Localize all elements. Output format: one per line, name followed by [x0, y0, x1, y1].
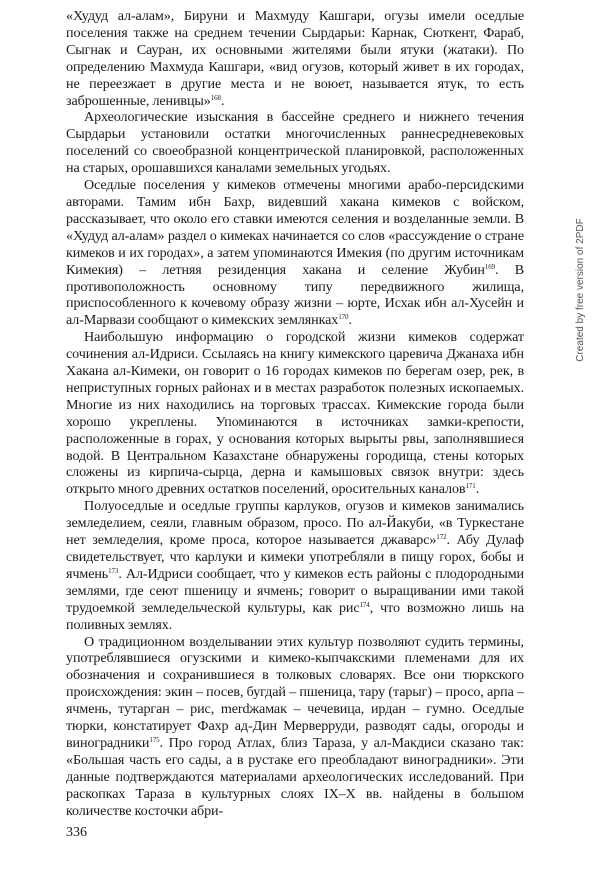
footnote-ref: 171	[465, 482, 476, 491]
text-run: .	[475, 481, 480, 498]
paragraph	[66, 8, 524, 109]
text-column	[66, 8, 524, 820]
text-run: Оседлые поселения у кимеков отмечены многими арабо-персидскими авторами. Тамим ибн Бахр, видевший хакана кимеков с войском, рассказывает, что около его ставки имеются селения и возделанные земли. В «Худуд ал-алам» раздел о кимеках начинается со слов «рассуждение о стране кимеков и их городах», а затем упоминаются Имекия (по другим источникам Кимекия) – летняя резиденция хакана и селение Жубин	[66, 177, 524, 278]
text-run: .	[220, 92, 225, 109]
text-run: Полуоседлые и оседлые группы карлуков, огузов и кимеков занимались земледелием, сеяли, главным образом, просо. По ал-Йакуби, «в Туркестане нет земледелия, кроме проса, которое называется джаварс»	[66, 498, 524, 549]
footnote-ref: 170	[338, 313, 349, 322]
text-run: Археологические изыскания в бассейне среднего и нижнего течения Сырдарьи установили остатки многочисленных раннесредневековых поселений со своеобразной концентрической планировкой, расположенных на старых, орошавшихся каналами земельных угодьях.	[66, 109, 524, 177]
text-run: . Ал-Идриси сообщает, что у кимеков есть районы с плодородными землями, где сеют пшеницу и ячмень; говорит о выращивании ими такой трудоемкой земледельческой культуры, как рис	[66, 565, 524, 616]
footnote-ref: 173	[108, 566, 119, 575]
footnote-ref: 168	[210, 93, 221, 102]
paragraph	[66, 109, 524, 177]
footnote-ref: 175	[149, 735, 160, 744]
paragraph	[66, 498, 524, 633]
watermark	[575, 218, 591, 362]
text-run: «Худуд ал-алам», Бируни и Махмуду Кашгари, огузы имели оседлые поселения также на среднем течении Сырдарьи: Карнак, Сюткент, Фараб, Сыгнак и Сауран, их основными жителями были ятуки (жатаки). По определению Махмуда Кашгари, «вид огузов, который живет в их городах, не переезжает в другие места и не воюет, называется ятук, то есть заброшенные, ленивцы»	[66, 8, 524, 109]
paragraph	[66, 177, 524, 329]
paragraph	[66, 329, 524, 498]
footnote-ref: 172	[436, 533, 447, 542]
text-run: . В противоположность основному типу передвижного жилища, приспособленного к кочевому образу жизни – юрте, Исхак ибн ал-Хусейн и ал-Марвази сообщают о кимекских землянках	[66, 261, 524, 329]
watermark-text: Created by free version of 2PDF	[575, 218, 586, 362]
paragraph	[66, 634, 524, 820]
text-run: . Абу Дулаф свидетельствует, что карлуки и кимеки употребляли в пищу горох, бобы и ячмень	[66, 532, 524, 582]
footnote-ref: 174	[359, 600, 370, 609]
footnote-ref: 169	[484, 262, 496, 271]
text-run: . Про город Атлах, близ Тараза, у ал-Макдиси сказано так: «Большая часть его сады, а в рустаке его преобладают виноградники». Эти данные подтверждаются материалами археологических исследований. При раскопках Тараза в культурных слоях IX–X вв. найдены в большом количестве косточки абри-	[66, 734, 524, 819]
text-run: Наибольшую информацию о городской жизни кимеков содержат сочинения ал-Идриси. Ссылаясь на книгу кимекского царевича Джанаха ибн Хакана ал-Кимеки, он говорит о 16 городах кимеков по берегам озер, рек, в неприступных горных районах и в местах разработок полезных ископаемых. Многие из них находились на торговых трассах. Кимекские города были хорошо укреплены. Упоминаются в источниках замки-крепости, расположенные в горах, у основания которых вырыты рвы, заполнявшиеся водой. В Центральном Казахстане обнаружены городища, стены которых сложены из кирпича-сырца, дерна и камышовых связок внутри: здесь открыто много древних остатков поселений, оросительных каналов	[66, 329, 524, 498]
page-number: 336	[66, 825, 87, 840]
text-run: .	[348, 312, 352, 329]
text-run: О традиционном возделывании этих культур позволяют судить термины, употреблявшиеся огузскими и кимеко-кыпчакскими племенами для их обозначения и сохранившиеся в толковых словарях. Все они тюркского происхождения: экин – посев, бугдай – пшеница, тару (тарыг) – просо, арпа – ячмень, тутарган – рис, merdжамак – чечевица, ирдан – гумно. Оседлые тюрки, констатирует Фахр ад-Дин Мерверруди, разводят сады, огороды и виноградники	[66, 633, 524, 751]
text-run: , что возможно лишь на поливных землях.	[66, 599, 524, 633]
